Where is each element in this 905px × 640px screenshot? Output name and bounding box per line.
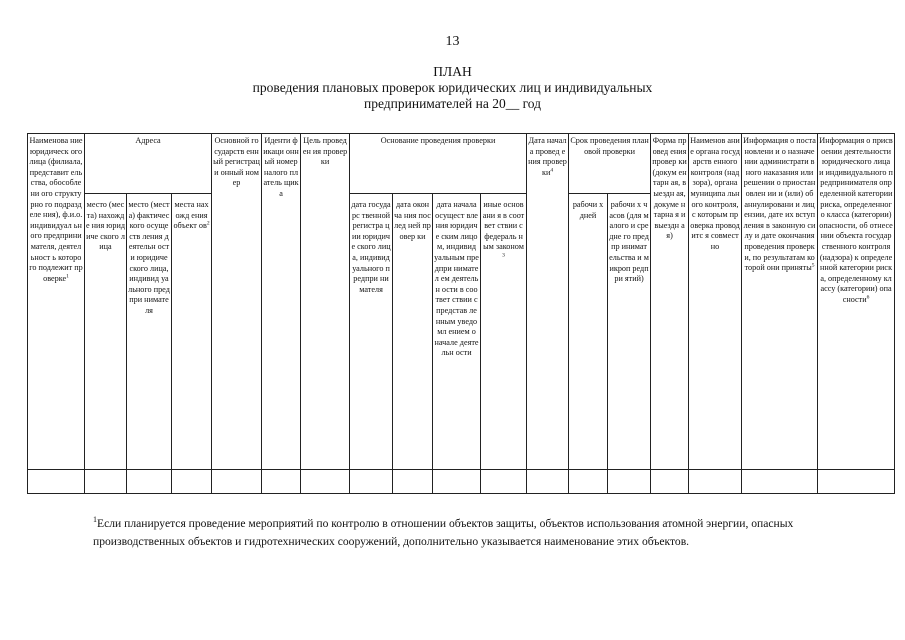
table-cell bbox=[301, 470, 350, 494]
subcol-addr-objects: места нахожд ения объект $ов^2$ bbox=[172, 194, 212, 470]
footnote-text: Если планируется проведение мероприятий по контролю в отношении объектов защиты, объектов использования атомной энергии, опасных производственных объектов и гидротехнических сооружений, дополнительно указывается наименование этих объектов. bbox=[93, 517, 794, 548]
title-line-2: проведения плановых проверок юридических лиц и индивидуальных bbox=[252, 80, 653, 95]
table-cell bbox=[608, 470, 651, 494]
table-cell bbox=[350, 470, 393, 494]
table-cell bbox=[172, 470, 212, 494]
footnote-mark: 1 bbox=[93, 515, 97, 525]
table-cell bbox=[127, 470, 172, 494]
subcol-basis-other: иные основани я в соответ ствии с федераль ным законом$^3$ bbox=[481, 194, 527, 470]
plan-table bbox=[27, 133, 895, 494]
table-cell bbox=[212, 470, 262, 494]
col-addresses-header: Адреса bbox=[85, 134, 212, 194]
col-purpose-header: Цель проведен ия проверки bbox=[301, 134, 350, 470]
table-cell bbox=[481, 470, 527, 494]
table-cell bbox=[262, 470, 301, 494]
title-line-3: предпринимателей на 20__ год bbox=[363, 96, 542, 111]
table-cell bbox=[569, 470, 608, 494]
footnote bbox=[27, 515, 884, 551]
col-inn-header: Иденти фикаци онный номер налого платель щика bbox=[262, 134, 301, 470]
table-cell bbox=[689, 470, 742, 494]
header-row-1 bbox=[28, 134, 895, 194]
subcol-basis-last-check: дата оконча ния послед ней провер ки bbox=[393, 194, 433, 470]
col-name-header: Наименова ние юридическ ого лица (филиала, представит ельства, обособлени ого структурно го подразделе ния), ф.и.о. индивидуал ьного предприни мателя, деятельност ь которого подлежит проверке$^1$ bbox=[28, 134, 85, 470]
document-title bbox=[0, 64, 905, 112]
subcol-duration-hours: рабочи х часов (для малого и средне го предпр инимат ельства и микроп редпри ятий) bbox=[608, 194, 651, 470]
table-cell bbox=[393, 470, 433, 494]
col-form-header: Форма провед ения провер ки (докум ентарн ая, выездн ая, докуме нтарна я и выездн ая) bbox=[651, 134, 689, 470]
table-cell bbox=[85, 470, 127, 494]
col-ogrn-header: Основной государств енный регистраци онный номер bbox=[212, 134, 262, 470]
table-cell bbox=[818, 470, 895, 494]
col-penalty-header: Информация о постановлени и о назначении администрати вного наказания или решении о приостановлен ии и (или) об аннулировани и лицензии, дате их вступления в законную силу и дате окончания проведения проверки, по результатам которой они приняты$^5$ bbox=[742, 134, 818, 470]
subcol-addr-location: место (места) нахожде ния юридиче ского лица bbox=[85, 194, 127, 470]
table-cell bbox=[527, 470, 569, 494]
table-cell bbox=[28, 470, 85, 494]
table-row bbox=[28, 470, 895, 494]
subcol-duration-days: рабочи х дней bbox=[569, 194, 608, 470]
subcol-basis-registration: дата государс твенной регистра ции юридиче ского лица, индивид уального предпри нимателя bbox=[350, 194, 393, 470]
subcol-addr-actual: место (места) фактичес кого осуществ ления деятельн ости юридиче ского лица, индивид уального предпри нимателя bbox=[127, 194, 172, 470]
col-duration-header: Срок проведения плановой проверки bbox=[569, 134, 651, 194]
col-basis-header: Основание проведения проверки bbox=[350, 134, 527, 194]
table-cell bbox=[742, 470, 818, 494]
subcol-basis-start-activity: дата начала осущест вления юридиче ским лицом, индивид уальным предпри нимател ем деятельн ости в соответ ствии с представ ленным уведомл ением о начале деятельн ости bbox=[433, 194, 481, 470]
page-number: 13 bbox=[445, 34, 460, 49]
col-agency-header: Наименов ание органа государств енного контроля (надзора), органа муниципа льного контроля, с которым проверка проводитс я совместно bbox=[689, 134, 742, 470]
table-cell bbox=[433, 470, 481, 494]
title-line-1: ПЛАН bbox=[433, 64, 472, 79]
col-category-header: Информация о присвоении деятельности юридического лица и индивидуального предпринимателя определенной категории риска, определенного класса (категории) опасности, об отнесении объекта государственного контроля (надзора) к определенной категории риска, определенному классу (категории) опасности$^6$ bbox=[818, 134, 895, 470]
table-cell bbox=[651, 470, 689, 494]
col-start-date-header: Дата начала провед ения провер $ки^4$ bbox=[527, 134, 569, 470]
